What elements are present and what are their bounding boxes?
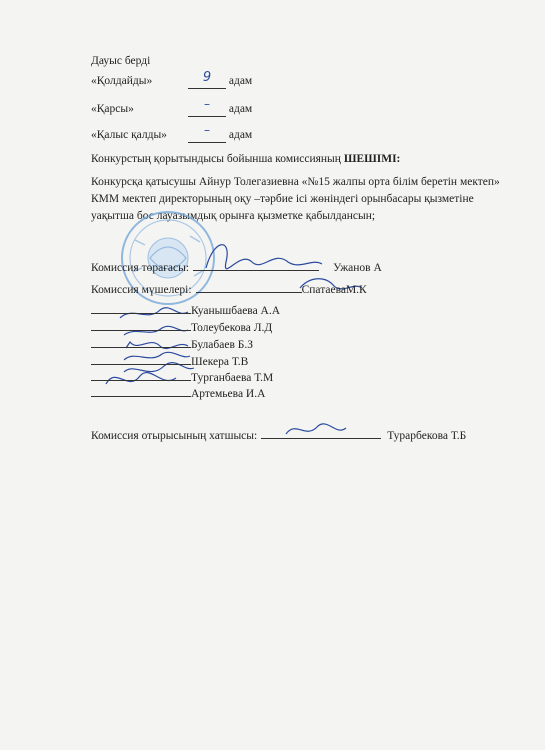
member-name: Булабаев Б.З [191,339,254,351]
member-row [91,304,280,318]
vote-value: 9 [202,70,212,85]
chair-row [91,261,382,275]
vote-value: – [204,97,210,111]
secretary-signature-line [261,438,381,439]
vote-label: «Қарсы» [91,103,134,115]
member-signature-line [91,380,191,381]
members-label: Комиссия мүшелері: [91,284,192,296]
member-name: Турганбаева Т.М [191,372,274,384]
votes-heading: Дауыс берді [91,55,151,67]
vote-label: «Қолдайды» [91,75,153,87]
member-row [91,321,272,335]
secretary-row [91,429,466,443]
decision-heading: Конкурстың қорытындысы бойынша комиссияның ШЕШІМІ: [91,153,401,165]
chair-signature-line [193,270,319,271]
vote-unit: адам [228,75,253,87]
member-signature-line [91,396,191,397]
member-signature-line [91,347,191,348]
member-signature-line [91,313,191,314]
member-row [91,371,273,385]
secretary-name: Турарбекова Т.Б [387,430,467,442]
vote-value: – [204,123,210,137]
chair-label: Комиссия төрағасы: [91,262,190,274]
member-row [91,338,253,352]
vote-unit: адам [228,129,253,141]
decision-word: ШЕШІМІ: [343,153,401,165]
member-row [91,387,265,401]
member-signature-line [196,292,302,293]
chair-name: Ужанов А [333,262,382,274]
vote-label: «Қалыс қалды» [91,129,167,141]
decision-text: Конкурсқа қатысушы Айнур Толегазиевна «№15 жалпы орта білім беретін мектеп» КММ мектеп директорының оқу –тәрбие ісі жөніндегі орынбасары қызметіне уақытша бос лауазымдық орынға қызметке қабылдансын; [91,176,500,222]
member-name: Куанышбаева А.А [191,305,281,317]
member-signature-line [91,364,191,365]
secretary-label: Комиссия отырысының хатшысы: [91,430,258,442]
member-first: СпатаеваМ.К [301,284,367,296]
member-row [91,355,248,369]
vote-unit: адам [228,103,253,115]
member-signature-line [91,330,191,331]
member-name: Толеубекова Л.Д [191,322,273,334]
member-name: Артемьева И.А [191,388,266,400]
members-row [91,283,367,297]
member-name: Шекера Т.В [191,356,249,368]
